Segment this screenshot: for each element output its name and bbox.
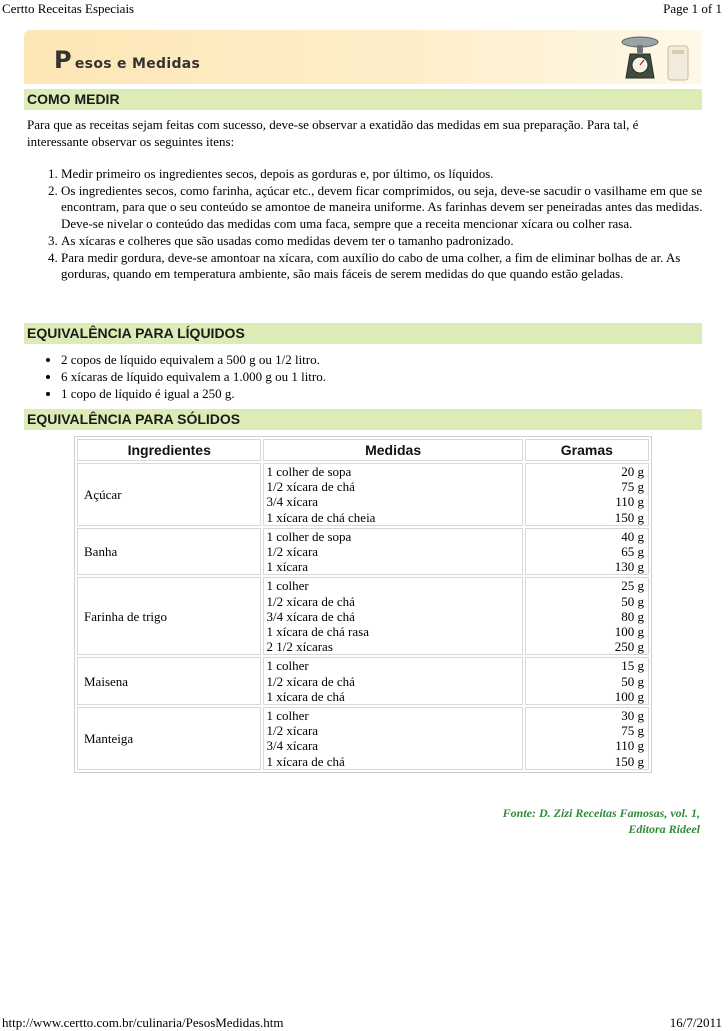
grams-line: 15 g: [621, 658, 644, 674]
measure-line: 1/2 xícara: [266, 723, 319, 739]
measure-line: 1/2 xícara de chá: [266, 479, 355, 495]
ingredient-cell: Banha: [77, 528, 261, 576]
grams-line: 150 g: [614, 753, 644, 769]
grams-line: 130 g: [614, 559, 644, 575]
measures-cell: [263, 707, 522, 770]
measure-line: 1 colher: [266, 658, 309, 674]
grams-line: 25 g: [621, 578, 644, 594]
measures-cell: [263, 577, 522, 655]
list-item: • 6 xícaras de líquido equivalem a 1.000 g ou 1 litro.: [61, 368, 721, 385]
grams-line: 20 g: [621, 464, 644, 479]
measure-line: 3/4 xícara: [266, 738, 319, 754]
print-page-number: Page 1 of 1: [663, 1, 722, 16]
measures-cell: [263, 657, 522, 705]
table-row: [77, 463, 649, 526]
grams-line: 110 g: [615, 738, 644, 754]
measure-line: 1 xícara: [266, 559, 308, 575]
grams-cell: [525, 657, 649, 705]
grams-cell: [525, 528, 649, 576]
page-title-initial: P: [54, 46, 72, 74]
ingredient-cell: Farinha de trigo: [77, 577, 261, 655]
measure-line: 2 1/2 xícaras: [266, 639, 333, 655]
list-item: 1. Medir primeiro os ingredientes secos, depois as gorduras e, por último, os líquidos.: [61, 166, 726, 183]
ingredient-cell: Manteiga: [77, 707, 261, 770]
table-row: [77, 528, 649, 576]
section-liquidos: EQUIVALÊNCIA PARA LÍQUIDOS: [24, 323, 702, 344]
solids-table: [74, 436, 652, 773]
grams-line: 110 g: [615, 494, 644, 510]
measures-cell: [263, 528, 522, 576]
source-citation: [400, 805, 700, 837]
print-date: 16/7/2011: [669, 1015, 722, 1030]
grams-line: 80 g: [621, 608, 644, 624]
ingredient-cell: Maisena: [77, 657, 261, 705]
list-item: • 2 copos de líquido equivalem a 500 g ou 1/2 litro.: [61, 351, 721, 368]
list-item: • 1 copo de líquido é igual a 250 g.: [61, 385, 721, 402]
grams-line: 30 g: [621, 708, 644, 724]
grams-line: 50 g: [621, 673, 644, 689]
table-row: [77, 577, 649, 655]
table-row: [77, 657, 649, 705]
table-row: [77, 707, 649, 770]
measure-line: 3/4 xícara de chá: [266, 608, 355, 624]
grams-line: 40 g: [621, 528, 644, 544]
column-header-ingredientes: Ingredientes: [77, 439, 261, 461]
grams-cell: [525, 707, 649, 770]
ingredient-cell: Açúcar: [77, 463, 261, 526]
print-site-title: Certto Receitas Especiais: [2, 1, 135, 16]
measure-line: 1 colher de sopa: [266, 528, 352, 544]
measure-line: 1 xícara de chá rasa: [266, 624, 369, 640]
measure-line: 1/2 xícara de chá: [266, 673, 355, 689]
page-title-rest: esos e Medidas: [74, 56, 201, 72]
grams-line: 75 g: [621, 723, 644, 739]
list-item: 4. Para medir gordura, deve-se amontoar na xícara, com auxílio do cabo de uma colher, a fim de eliminar bolhas de ar. As gorduras, quando em temperatura ambiente, são mais fáceis de serem medidas do que quando estão geladas.: [61, 250, 726, 283]
grams-cell: [525, 463, 649, 526]
kitchen-scale-icon: [618, 32, 690, 82]
grams-line: 150 g: [614, 509, 644, 525]
measure-line: 1 xícara de chá: [266, 753, 345, 769]
measures-cell: [263, 463, 522, 526]
steps-list: [27, 166, 726, 283]
source-line-2: Editora Rideel: [628, 822, 700, 836]
section-como-medir: COMO MEDIR: [24, 89, 702, 110]
measure-line: 1 colher: [266, 708, 309, 724]
measure-line: 1/2 xícara de chá: [266, 593, 355, 609]
liquid-equivalences-list: [27, 351, 721, 402]
list-item: 2. Os ingredientes secos, como farinha, açúcar etc., devem ficar comprimidos, ou seja, deve-se sacudir o vasilhame em que se encontram, para que o seu conteúdo se amontoe de maneira uniforme. As farinhas devem ser peneiradas antes das medidas. Deve-se nivelar o conteúdo das medidas com uma faca, sempre que a receita mencionar xícara ou colher rasa.: [61, 183, 726, 233]
measure-line: 1 colher: [266, 578, 309, 594]
table-header-row: [77, 439, 649, 461]
page-title: [54, 46, 200, 74]
grams-line: 50 g: [621, 593, 644, 609]
section-solidos: EQUIVALÊNCIA PARA SÓLIDOS: [24, 409, 702, 430]
column-header-medidas: Medidas: [263, 439, 522, 461]
grams-cell: [525, 577, 649, 655]
page-banner: [24, 30, 702, 84]
list-item: 3. As xícaras e colheres que são usadas como medidas devem ter o tamanho padronizado.: [61, 233, 726, 250]
column-header-gramas: Gramas: [525, 439, 649, 461]
measure-line: 1/2 xícara: [266, 544, 319, 560]
grams-line: 100 g: [614, 624, 644, 640]
print-header: [0, 0, 728, 18]
measure-line: 1 xícara de chá cheia: [266, 509, 376, 525]
measure-line: 1 colher de sopa: [266, 464, 352, 479]
grams-line: 75 g: [621, 479, 644, 495]
print-footer: [0, 1013, 728, 1031]
grams-line: 250 g: [614, 639, 644, 655]
intro-paragraph: Para que as receitas sejam feitas com sucesso, deve-se observar a exatidão das medidas em sua preparação. Para tal, é interessante observar os seguintes itens:: [27, 117, 639, 149]
grams-line: 100 g: [614, 688, 644, 704]
measure-line: 3/4 xícara: [266, 494, 319, 510]
grams-line: 65 g: [621, 544, 644, 560]
print-url: http://www.certto.com.br/culinaria/PesosMedidas.htm: [2, 1015, 284, 1030]
source-line-1: Fonte: D. Zizi Receitas Famosas, vol. 1,: [502, 806, 700, 820]
measure-line: 1 xícara de chá: [266, 688, 345, 704]
